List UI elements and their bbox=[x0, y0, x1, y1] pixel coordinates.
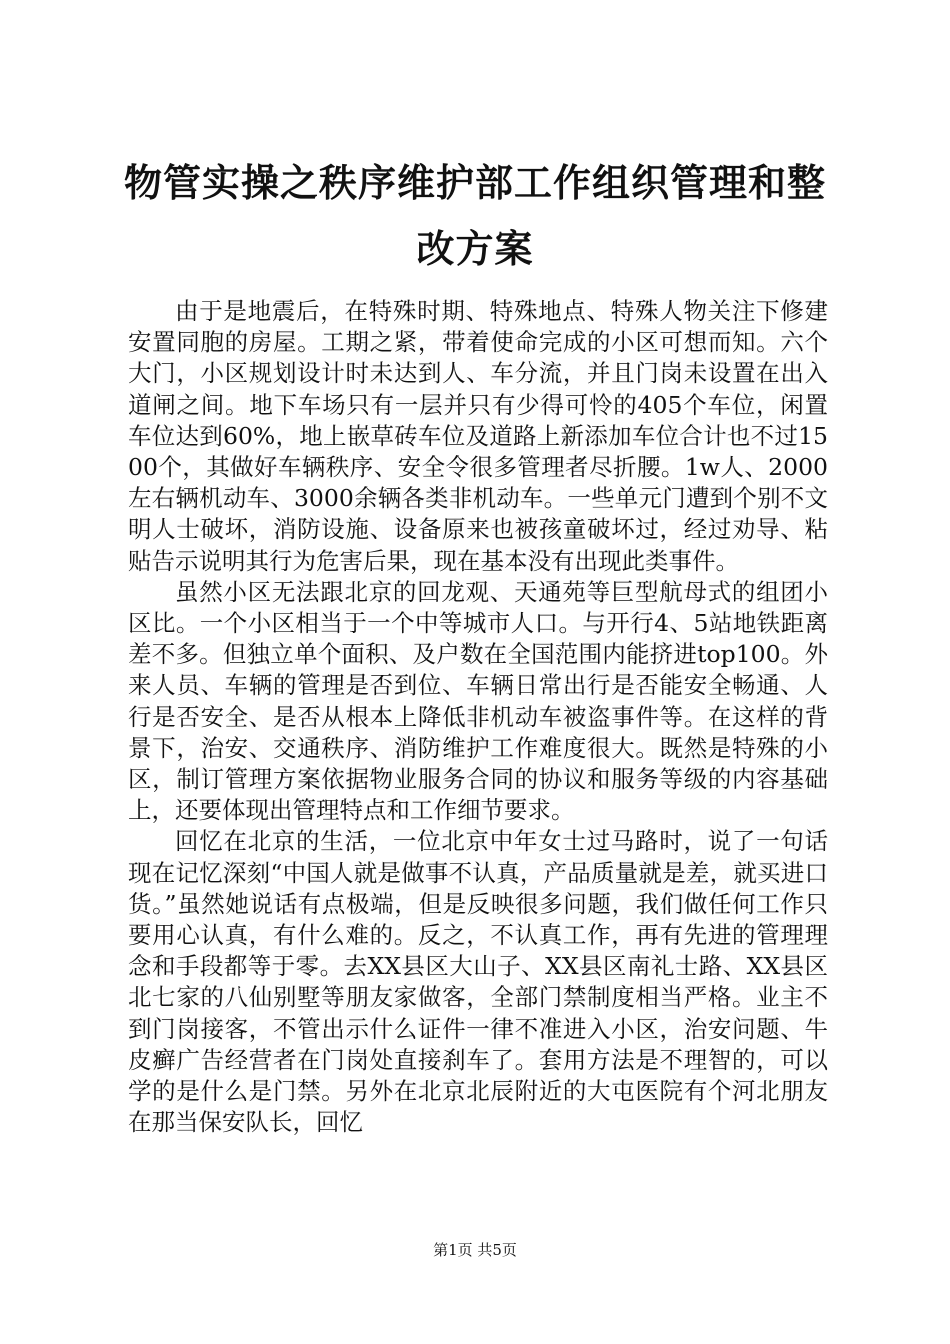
document-title: 物管实操之秩序维护部工作组织管理和整改方案 bbox=[123, 160, 826, 271]
page-number-footer: 第1页 共5页 bbox=[433, 1241, 517, 1259]
document-body bbox=[128, 296, 828, 1138]
paragraph-1: 由于是地震后，在特殊时期、特殊地点、特殊人物关注下修建安置同胞的房屋。工期之紧，带着使命完成的小区可想而知。六个大门，小区规划设计时未达到人、车分流，并且门岗未设置在出入道闸之间。地下车场只有一层并只有少得可怜的405个车位，闲置车位达到60%，地上嵌草砖车位及道路上新添加车位合计也不过1500个，其做好车辆秩序、安全令很多管理者尽折腰。1w人、2000左右辆机动车、3000余辆各类非机动车。一些单元门遭到个别不文明人士破坏，消防设施、设备原来也被孩童破坏过，经过劝导、粘贴告示说明其行为危害后果，现在基本没有出现此类事件。 bbox=[128, 297, 828, 575]
paragraph-2: 虽然小区无法跟北京的回龙观、天通苑等巨型航母式的组团小区比。一个小区相当于一个中等城市人口。与开行4、5站地铁距离差不多。但独立单个面积、及户数在全国范围内能挤进top100。外来人员、车辆的管理是否到位、车辆日常出行是否能安全畅通、人行是否安全、是否从根本上降低非机动车被盗事件等。在这样的背景下，治安、交通秩序、消防维护工作难度很大。既然是特殊的小区，制订管理方案依据物业服务合同的协议和服务等级的内容基础上，还要体现出管理特点和工作细节要求。 bbox=[128, 577, 828, 825]
paragraph-3: 回忆在北京的生活，一位北京中年女士过马路时，说了一句话现在记忆深刻“中国人就是做事不认真，产品质量就是差，就买进口货。”虽然她说话有点极端，但是反映很多问题，我们做任何工作只要用心认真，有什么难的。反之，不认真工作，再有先进的管理理念和手段都等于零。去XX县区大山子、XX县区南礼士路、XX县区北七家的八仙别墅等朋友家做客，全部门禁制度相当严格。业主不到门岗接客，不管出示什么证件一律不准进入小区，治安问题、牛皮癣广告经营者在门岗处直接刹车了。套用方法是不理智的，可以学的是什么是门禁。另外在北京北辰附近的大屯医院有个河北朋友在那当保安队长，回忆 bbox=[128, 827, 828, 1137]
